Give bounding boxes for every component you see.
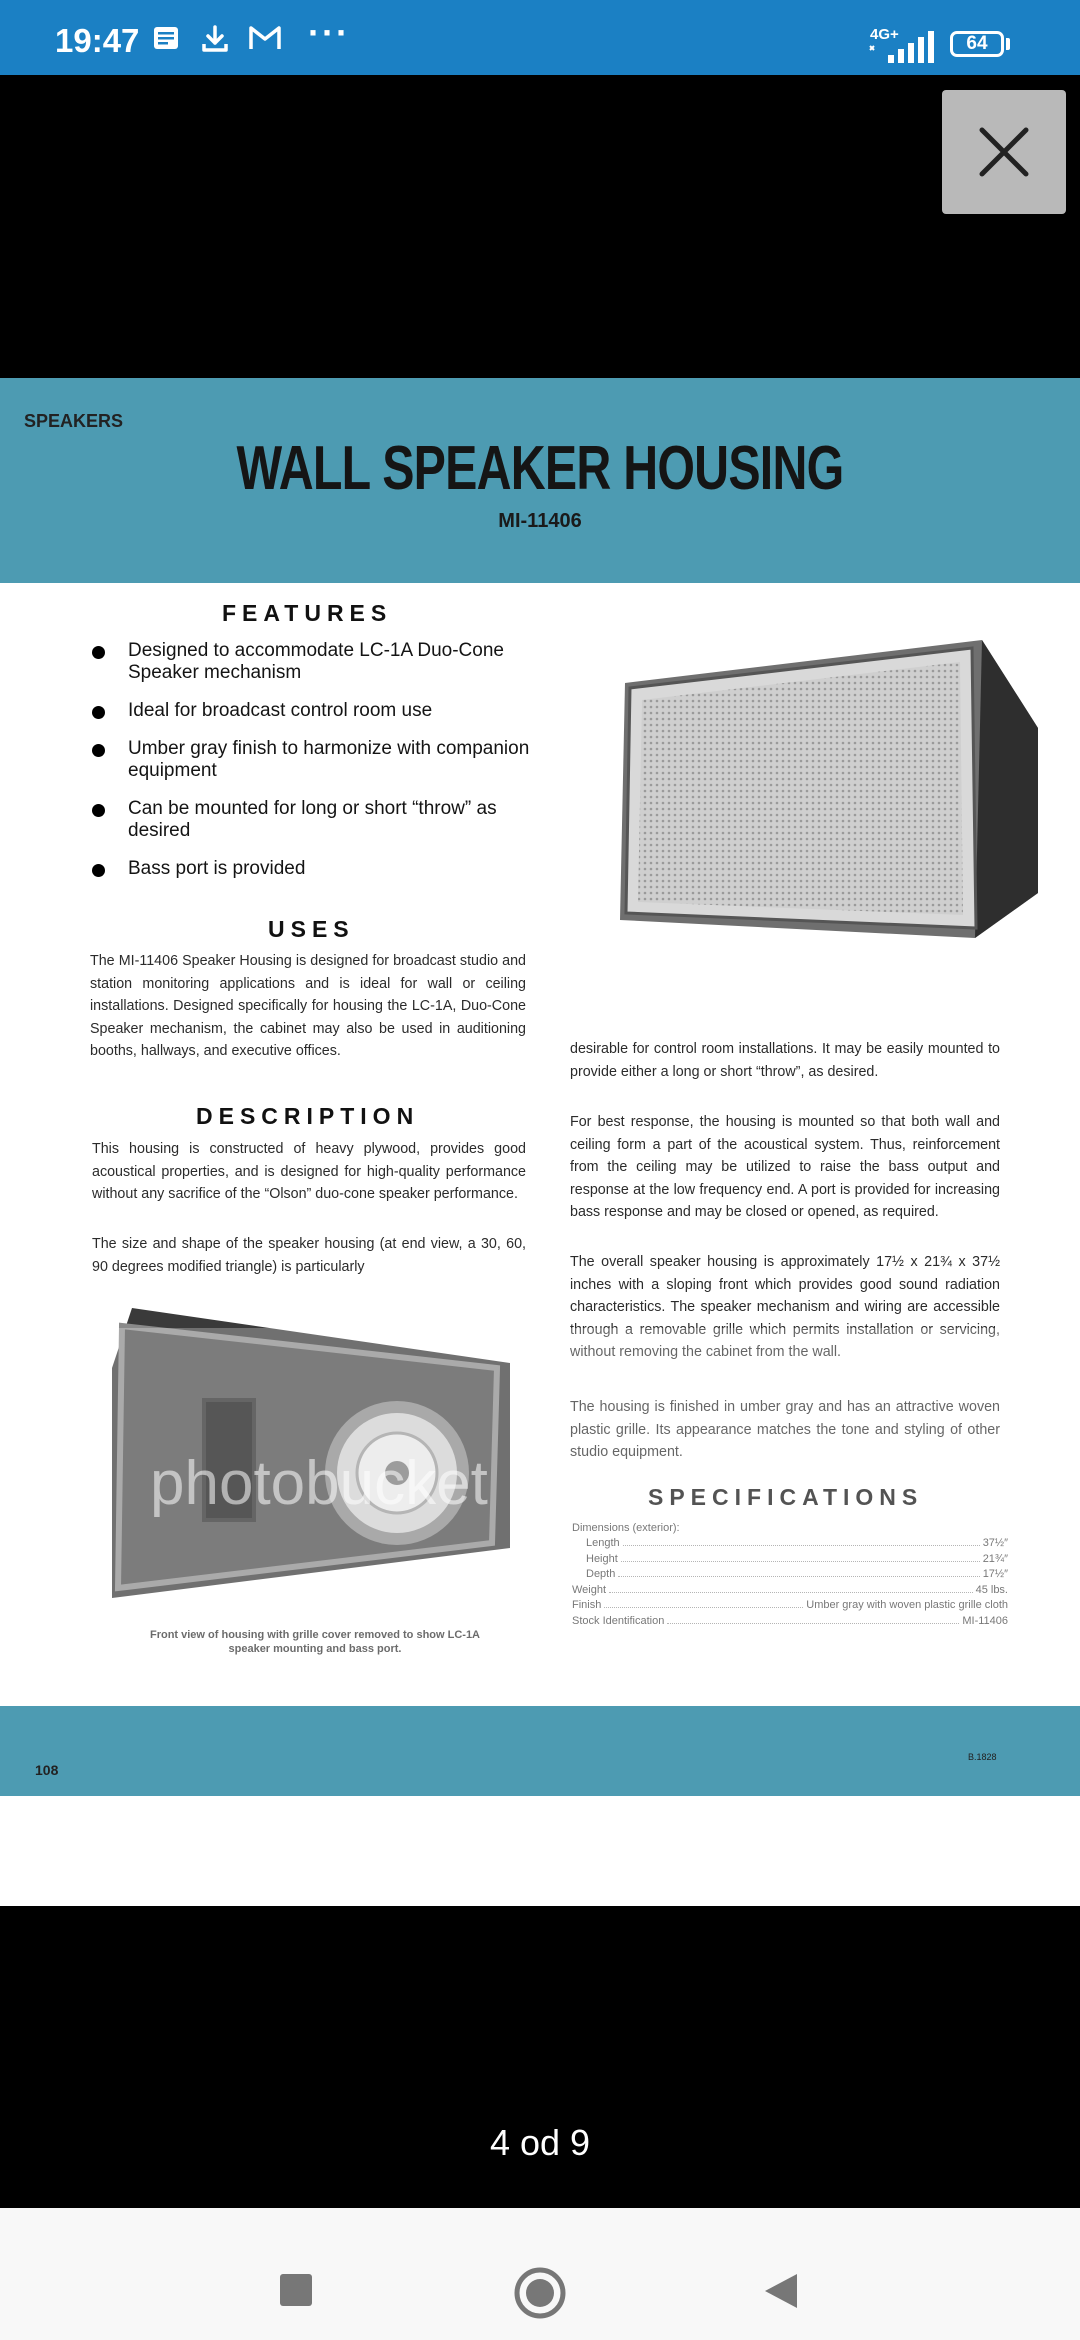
close-button[interactable] [942, 90, 1066, 214]
specifications-heading: SPECIFICATIONS [648, 1484, 924, 1510]
document-title: WALL SPEAKER HOUSING [236, 434, 844, 503]
watermark-overlay [0, 1328, 1080, 1713]
uses-heading: USES [268, 916, 355, 942]
model-number: MI-11406 [498, 510, 582, 532]
notes-icon [152, 24, 180, 57]
photo-caption: Front view of housing with grille cover removed to show LC-1A speaker mounting and bass port. [149, 1629, 481, 1655]
right-paragraph-2: For best response, the housing is mounted so that both wall and ceiling form a part of the acoustical system. Thus, reinforcement from the ceiling may be utilized to raise the bass output and response at the low frequency end. A port is provided for increasing bass response and may be closed or opened, as required. [570, 1114, 1000, 1220]
spec-row: Length 37½″ [586, 1537, 1008, 1549]
recents-icon[interactable] [280, 2274, 312, 2311]
spec-row: Finish Umber gray with woven plastic grille cloth [572, 1599, 1008, 1611]
page-number: 108 [35, 1762, 59, 1778]
spec-row: Stock Identification MI-11406 [572, 1614, 1008, 1627]
form-number: B.1828 [968, 1752, 997, 1762]
navigation-bar [0, 2208, 1080, 2340]
clock: 19:47 [55, 22, 140, 59]
feature-item: Designed to accommodate LC-1A Duo-Cone Speaker mechanism [90, 640, 530, 684]
right-paragraph-4: The housing is finished in umber gray and has an attractive woven plastic grille. Its appearance matches the tone and styling of other studio equipment. [570, 1399, 1000, 1460]
network-type: 4G+ [870, 26, 899, 43]
spec-dimensions: Dimensions (exterior): [572, 1521, 680, 1534]
signal-icon [868, 28, 938, 69]
description-paragraph-1: This housing is constructed of heavy plywood, provides good acoustical properties, and is designed for high-quality performance without any sacrifice of the “Olson” duo-cone speaker performance. [92, 1141, 526, 1202]
feature-item: Umber gray finish to harmonize with companion equipment [90, 738, 530, 782]
feature-item: Can be mounted for long or short “throw” as desired [90, 798, 530, 842]
footer-band [0, 1706, 1080, 1796]
feature-item: Bass port is provided [90, 858, 530, 880]
header-band [0, 378, 1080, 583]
features-heading: FEATURES [222, 600, 393, 626]
description-paragraph-2: The size and shape of the speaker housing (at end view, a 30, 60, 90 degrees modified triangle) is particularly [92, 1236, 526, 1275]
spec-row: Depth 17½″ [586, 1568, 1008, 1580]
battery-tip [1006, 38, 1010, 50]
status-bar [0, 0, 1080, 75]
gmail-icon [248, 24, 282, 57]
battery-level: 64 [966, 33, 988, 54]
image-counter: 4 od 9 [489, 2122, 591, 2163]
features-list [90, 640, 530, 896]
section-tag: SPEAKERS [24, 411, 124, 431]
uses-text: The MI-11406 Speaker Housing is designed for broadcast studio and station monitoring applications and is ideal for wall or ceiling installations. Designed specifically for housing the LC-1A, Duo-Cone Speaker mechanism, the cabinet may also be used in auditioning booths, hallways, and executive offices. [90, 953, 526, 1059]
right-paragraph-1: desirable for control room installations. It may be easily mounted to provide either a long or short “throw”, as desired. [570, 1041, 1000, 1080]
back-icon[interactable] [763, 2272, 799, 2315]
home-icon[interactable] [513, 2266, 567, 2325]
spec-row: Weight 45 lbs. [572, 1583, 1008, 1596]
watermark-text: photobucket [150, 1449, 488, 1518]
description-heading: DESCRIPTION [196, 1103, 420, 1129]
speaker-photo [600, 608, 1040, 938]
battery-icon [950, 31, 1004, 57]
right-paragraph-3: The overall speaker housing is approximately 17½ x 21¾ x 37½ inches with a sloping front which provides good sound radiation characteristics. The speaker mechanism and wiring are accessible through a removable grille which permits installation or servicing, without removing the cabinet from the wall. [570, 1254, 1000, 1360]
download-icon [200, 24, 230, 59]
feature-item: Ideal for broadcast control room use [90, 700, 530, 722]
close-icon [974, 122, 1034, 182]
more-icon: ··· [308, 12, 350, 53]
spec-row: Height 21¾″ [586, 1552, 1008, 1565]
document-image[interactable] [0, 378, 1080, 1906]
